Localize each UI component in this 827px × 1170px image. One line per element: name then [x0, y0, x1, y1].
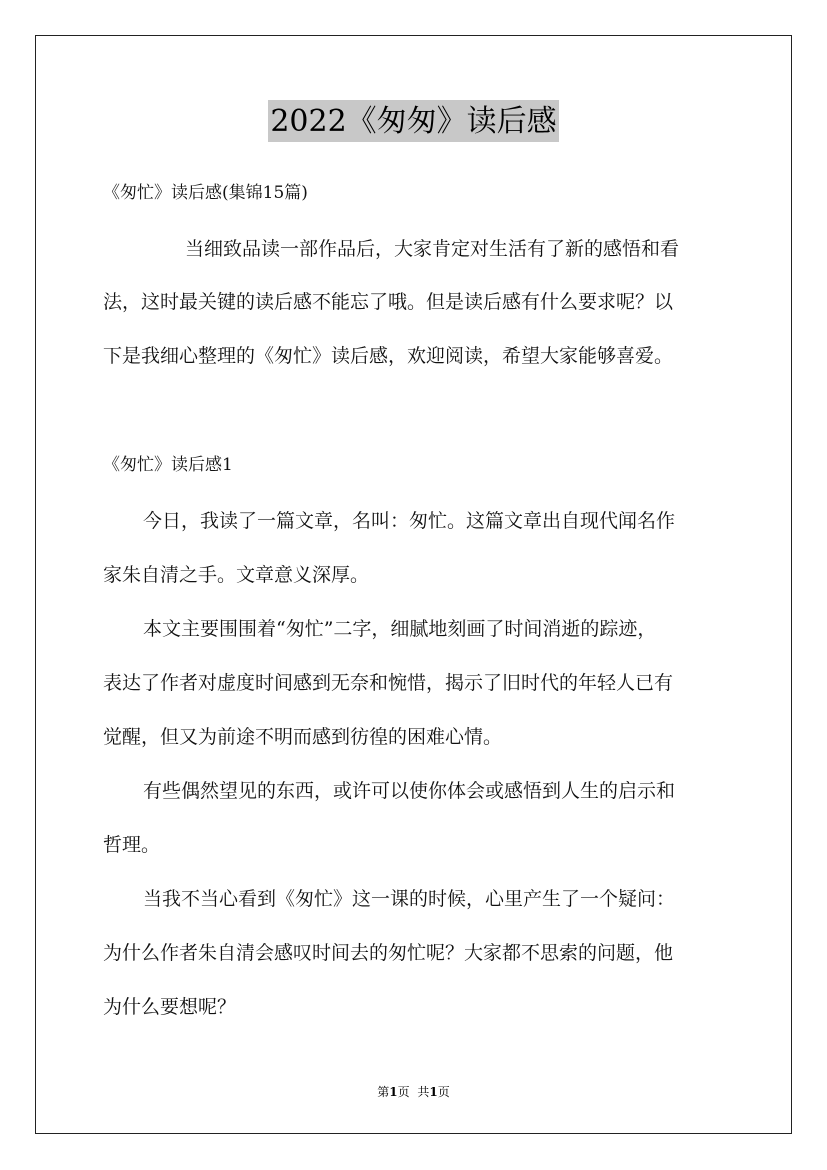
paragraph-line: 家朱自清之手。文章意义深厚。	[103, 564, 370, 586]
document-title: 2022《匆匆》读后感	[268, 100, 558, 142]
paragraph-line: 觉醒，但又为前途不明而感到彷徨的困难心情。	[103, 726, 503, 748]
page-footer	[0, 1084, 827, 1100]
document-title-block	[0, 100, 827, 142]
intro-line: 法，这时最关键的读后感不能忘了哦。但是读后感有什么要求呢？以	[103, 291, 674, 313]
footer-total-pages: 1	[429, 1085, 438, 1099]
paragraph-line: 有些偶然望见的东西，或许可以使你体会或感悟到人生的启示和	[143, 780, 676, 802]
paragraph-line: 本文主要围围着“匆忙”二字，细腻地刻画了时间消逝的踪迹，	[143, 618, 657, 640]
footer-page-unit: 页	[397, 1085, 410, 1099]
intro-line: 下是我细心整理的《匆忙》读后感，欢迎阅读，希望大家能够喜爱。	[103, 345, 674, 367]
paragraph-line: 当我不当心看到《匆忙》这一课的时候，心里产生了一个疑问：	[143, 888, 676, 910]
section-heading: 《匆忙》读后感1	[103, 455, 233, 475]
paragraph-line: 为什么要想呢？	[103, 996, 237, 1018]
paragraph-line: 今日，我读了一篇文章，名叫：匆忙。这篇文章出自现代闻名作	[143, 510, 676, 532]
document-subtitle: 《匆忙》读后感(集锦15篇)	[103, 183, 308, 203]
footer-total-unit: 页	[437, 1085, 450, 1099]
footer-total-prefix: 共	[417, 1085, 430, 1099]
intro-line: 当细致品读一部作品后，大家肯定对生活有了新的感悟和看	[185, 238, 680, 260]
footer-page-number: 1	[389, 1085, 398, 1099]
footer-prefix: 第	[377, 1085, 390, 1099]
paragraph-line: 为什么作者朱自清会感叹时间去的匆忙呢？大家都不思索的问题，他	[103, 942, 674, 964]
paragraph-line: 哲理。	[103, 834, 161, 856]
paragraph-line: 表达了作者对虚度时间感到无奈和惋惜，揭示了旧时代的年轻人已有	[103, 672, 674, 694]
